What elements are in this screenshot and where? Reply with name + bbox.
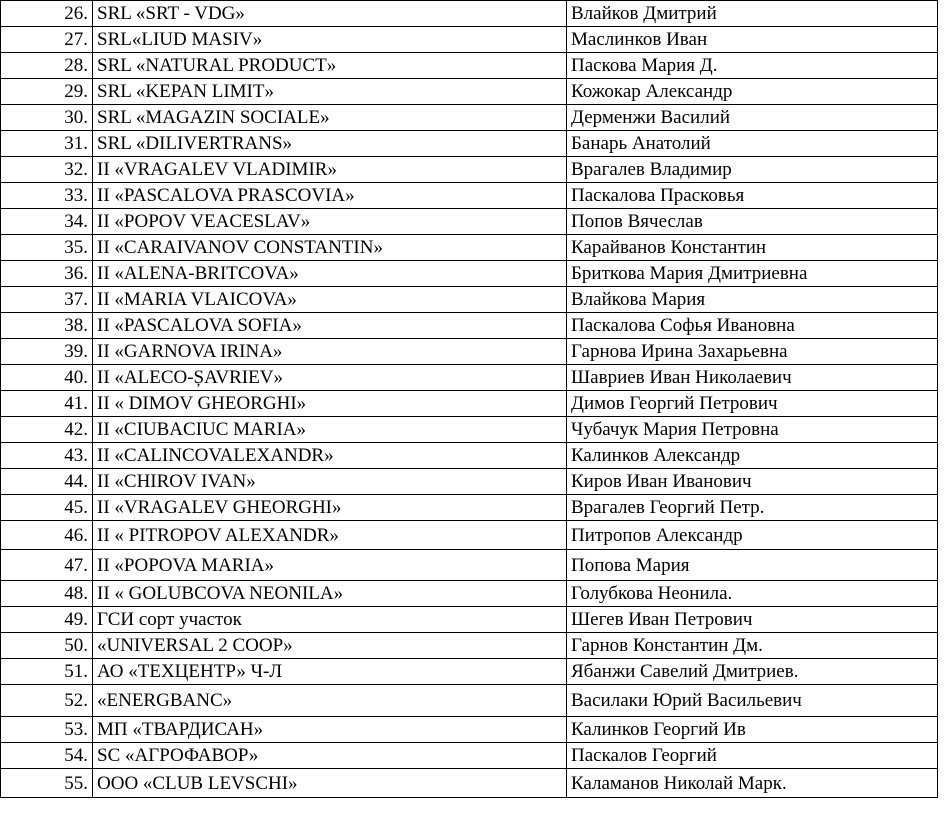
table-row (1, 1, 938, 27)
organization-name: II «CALINCOVALEXANDR» (93, 443, 567, 469)
contact-person: Врагалев Георгий Петр. (567, 495, 938, 521)
contact-person: Попова Мария (567, 550, 938, 581)
contact-person: Карайванов Константин (567, 235, 938, 261)
row-number: 46. (1, 521, 93, 550)
organization-name: II «PASCALOVA SOFIA» (93, 313, 567, 339)
table-row (1, 391, 938, 417)
row-number: 30. (1, 105, 93, 131)
contact-person: Паскова Мария Д. (567, 53, 938, 79)
organization-name: II «ALENA-BRITCOVA» (93, 261, 567, 287)
contact-person: Димов Георгий Петрович (567, 391, 938, 417)
row-number: 40. (1, 365, 93, 391)
row-number: 34. (1, 209, 93, 235)
organization-name: II «CARAIVANOV CONSTANTIN» (93, 235, 567, 261)
table-row (1, 469, 938, 495)
table-row (1, 550, 938, 581)
table-row (1, 183, 938, 209)
contact-person: Шегев Иван Петрович (567, 607, 938, 633)
organization-name: МП «ТВАРДИСАН» (93, 717, 567, 743)
row-number: 48. (1, 581, 93, 607)
contact-person: Паскалова Софья Ивановна (567, 313, 938, 339)
row-number: 53. (1, 717, 93, 743)
row-number: 41. (1, 391, 93, 417)
row-number: 49. (1, 607, 93, 633)
organization-name: ООО «CLUB LEVSCHI» (93, 769, 567, 798)
table-row (1, 607, 938, 633)
table-row (1, 633, 938, 659)
table-row (1, 53, 938, 79)
contact-person: Василаки Юрий Васильевич (567, 685, 938, 717)
contact-person: Банарь Анатолий (567, 131, 938, 157)
contact-person: Бриткова Мария Дмитриевна (567, 261, 938, 287)
contact-person: Киров Иван Иванович (567, 469, 938, 495)
contact-person: Паскалова Прасковья (567, 183, 938, 209)
row-number: 44. (1, 469, 93, 495)
organization-name: SRL «SRT - VDG» (93, 1, 567, 27)
table-row (1, 105, 938, 131)
table-row (1, 685, 938, 717)
row-number: 27. (1, 27, 93, 53)
organization-name: II «GARNOVA IRINA» (93, 339, 567, 365)
row-number: 47. (1, 550, 93, 581)
row-number: 39. (1, 339, 93, 365)
row-number: 37. (1, 287, 93, 313)
organization-name: II «MARIA VLAICOVA» (93, 287, 567, 313)
organization-name: ГСИ сорт участок (93, 607, 567, 633)
contact-person: Ябанжи Савелий Дмитриев. (567, 659, 938, 685)
table-row (1, 287, 938, 313)
organization-name: SRL «KEPAN LIMIT» (93, 79, 567, 105)
table-row (1, 769, 938, 798)
organization-name: SRL«LIUD MASIV» (93, 27, 567, 53)
contact-person: Гарнов Константин Дм. (567, 633, 938, 659)
organization-name: II « DIMOV GHEORGHI» (93, 391, 567, 417)
contact-person: Шавриев Иван Николаевич (567, 365, 938, 391)
organization-name: II «POPOV VEACESLAV» (93, 209, 567, 235)
table-row (1, 79, 938, 105)
row-number: 42. (1, 417, 93, 443)
table-row (1, 365, 938, 391)
organization-name: SC «АГРОФАВОР» (93, 743, 567, 769)
table-row (1, 743, 938, 769)
organization-name: II «VRAGALEV GHEORGHI» (93, 495, 567, 521)
row-number: 32. (1, 157, 93, 183)
organization-name: II « GOLUBCOVA NEONILA» (93, 581, 567, 607)
contact-person: Чубачук Мария Петровна (567, 417, 938, 443)
row-number: 51. (1, 659, 93, 685)
contact-person: Врагалев Владимир (567, 157, 938, 183)
contact-person: Питропов Александр (567, 521, 938, 550)
row-number: 31. (1, 131, 93, 157)
organization-name: II « PITROPOV ALEXANDR» (93, 521, 567, 550)
row-number: 43. (1, 443, 93, 469)
table-row (1, 235, 938, 261)
row-number: 45. (1, 495, 93, 521)
contact-person: Каламанов Николай Марк. (567, 769, 938, 798)
table-row (1, 495, 938, 521)
row-number: 35. (1, 235, 93, 261)
contact-person: Попов Вячеслав (567, 209, 938, 235)
contact-person: Маслинков Иван (567, 27, 938, 53)
table-row (1, 659, 938, 685)
row-number: 54. (1, 743, 93, 769)
organization-name: II «VRAGALEV VLADIMIR» (93, 157, 567, 183)
organization-name: II «POPOVA MARIA» (93, 550, 567, 581)
table-row (1, 717, 938, 743)
contact-person: Паскалов Георгий (567, 743, 938, 769)
table-row (1, 443, 938, 469)
row-number: 36. (1, 261, 93, 287)
contact-person: Калинков Александр (567, 443, 938, 469)
table-row (1, 131, 938, 157)
organization-name: «ENERGBANC» (93, 685, 567, 717)
organization-name: SRL «DILIVERTRANS» (93, 131, 567, 157)
row-number: 50. (1, 633, 93, 659)
row-number: 29. (1, 79, 93, 105)
organization-name: АО «ТЕХЦЕНТР» Ч-Л (93, 659, 567, 685)
organization-name: II «PASCALOVA PRASCOVIA» (93, 183, 567, 209)
contact-person: Влайков Дмитрий (567, 1, 938, 27)
table-row (1, 417, 938, 443)
contact-person: Голубкова Неонила. (567, 581, 938, 607)
contact-person: Калинков Георгий Ив (567, 717, 938, 743)
organization-name: «UNIVERSAL 2 COOP» (93, 633, 567, 659)
row-number: 26. (1, 1, 93, 27)
row-number: 33. (1, 183, 93, 209)
organization-name: SRL «MAGAZIN SOCIALE» (93, 105, 567, 131)
contact-person: Влайкова Мария (567, 287, 938, 313)
organization-name: II «CIUBACIUC MARIA» (93, 417, 567, 443)
contact-person: Кожокар Александр (567, 79, 938, 105)
table-row (1, 27, 938, 53)
contact-person: Дерменжи Василий (567, 105, 938, 131)
row-number: 38. (1, 313, 93, 339)
table-row (1, 157, 938, 183)
table-body (1, 1, 938, 798)
table-row (1, 261, 938, 287)
table-row (1, 339, 938, 365)
organization-name: II «ALECO-ȘAVRIEV» (93, 365, 567, 391)
row-number: 55. (1, 769, 93, 798)
table-row (1, 313, 938, 339)
organization-name: SRL «NATURAL PRODUCT» (93, 53, 567, 79)
organization-name: II «CHIROV IVAN» (93, 469, 567, 495)
table-row (1, 581, 938, 607)
table-row (1, 521, 938, 550)
contact-person: Гарнова Ирина Захарьевна (567, 339, 938, 365)
row-number: 52. (1, 685, 93, 717)
table-row (1, 209, 938, 235)
row-number: 28. (1, 53, 93, 79)
